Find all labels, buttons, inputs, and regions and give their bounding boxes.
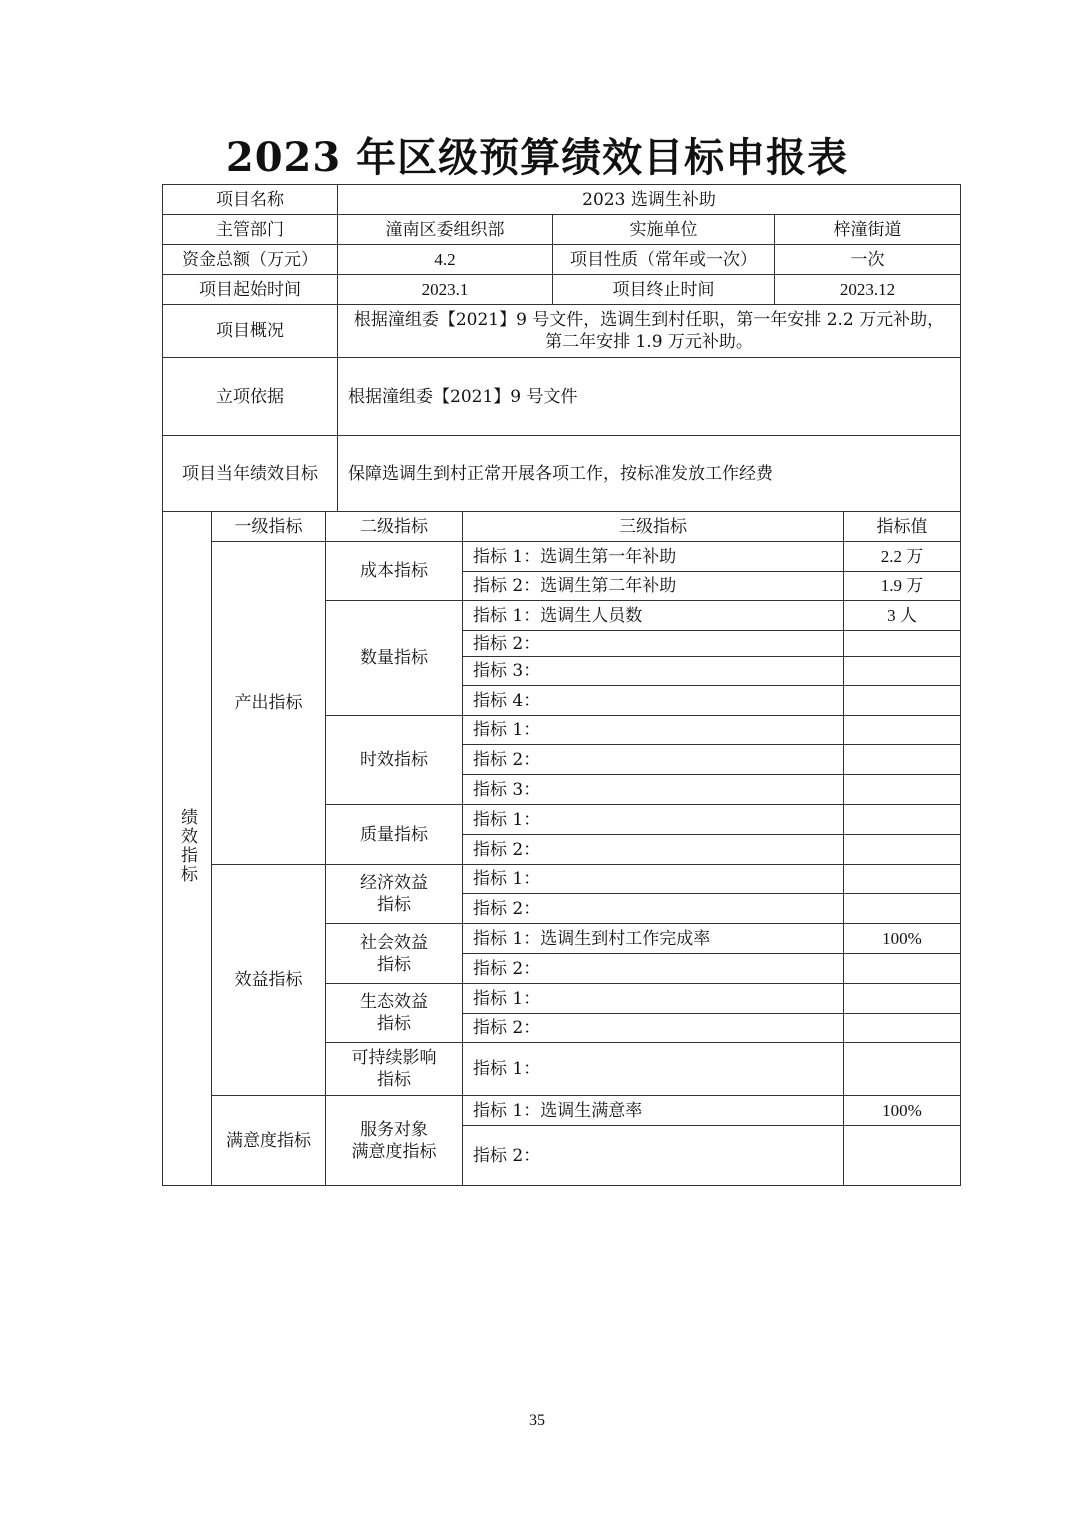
sustainable-label-line1: 可持续影响 [351,1048,437,1068]
dept-value: 潼南区委组织部 [338,215,553,245]
economic-label-line1: 经济效益 [360,873,428,893]
indicator-table [162,511,961,1186]
indicator-value: 100% [844,924,961,954]
nature-value: 一次 [775,245,961,275]
col-level2: 二级指标 [326,512,463,542]
indicator-value [844,835,961,865]
start-label: 项目起始时间 [163,275,338,305]
table-row: 指标 3： [463,775,844,805]
indicator-value [844,631,961,657]
table-row: 指标 2： [463,631,844,657]
dept-label: 主管部门 [163,215,338,245]
quantity-indicators: 数量指标 [326,601,463,716]
indicator-value [844,1126,961,1186]
indicator-value [844,894,961,924]
indicator-value [844,805,961,835]
table-row: 指标 2：选调生第二年补助 [463,572,844,601]
table-row: 指标 2： [463,1126,844,1186]
sustainable-indicators [326,1043,463,1096]
page-title: 2023 年区级预算绩效目标申报表 [225,134,849,181]
cost-indicators: 成本指标 [326,542,463,601]
table-row: 指标 2： [463,835,844,865]
table-row: 指标 1： [463,1043,844,1096]
satisfaction-indicators: 满意度指标 [212,1096,326,1186]
social-indicators [326,924,463,984]
social-label-line1: 社会效益 [360,932,428,953]
economic-label-line2: 指标 [377,895,411,915]
benefit-indicators: 效益指标 [212,865,326,1096]
end-value: 2023.12 [775,275,961,305]
page-number: 35 [529,1412,545,1429]
col-level1: 一级指标 [212,512,326,542]
fund-value: 4.2 [338,245,553,275]
timeliness-indicators: 时效指标 [326,716,463,805]
indicator-value: 100% [844,1096,961,1126]
goal-label: 项目当年绩效目标 [163,436,338,512]
table-row: 指标 2： [463,954,844,984]
ecological-label-line2: 指标 [377,1014,411,1034]
overview-value: 根据潼组委【2021】9 号文件，选调生到村任职，第一年安排 2.2 万元补助，第二年安排 1.9 万元补助。 [338,305,961,358]
indicator-value: 1.9 万 [844,572,961,601]
service-label-line1: 服务对象 [360,1119,428,1140]
output-indicators: 产出指标 [212,542,326,865]
economic-indicators [326,865,463,924]
table-row: 指标 1： [463,865,844,894]
indicator-value [844,865,961,894]
overview-label: 项目概况 [163,305,338,358]
project-name-value: 2023 选调生补助 [338,185,961,215]
basis-label: 立项依据 [163,358,338,436]
table-row: 指标 1：选调生满意率 [463,1096,844,1126]
project-name-label: 项目名称 [163,185,338,215]
service-satisfaction-indicators [326,1096,463,1186]
start-value: 2023.1 [338,275,553,305]
table-row: 指标 1： [463,805,844,835]
indicator-value [844,954,961,984]
impl-value: 梓潼街道 [775,215,961,245]
performance-indicators-label [163,512,212,1186]
table-row: 指标 2： [463,745,844,775]
table-row: 指标 3： [463,657,844,686]
ecological-indicators [326,984,463,1043]
indicator-value: 2.2 万 [844,542,961,572]
table-row: 指标 1： [463,716,844,745]
indicator-value [844,686,961,716]
end-label: 项目终止时间 [553,275,775,305]
sustainable-label-line2: 指标 [377,1070,411,1090]
table-row: 指标 1：选调生人员数 [463,601,844,631]
indicator-value [844,745,961,775]
fund-label: 资金总额（万元） [163,245,338,275]
social-label-line2: 指标 [377,954,411,975]
col-value: 指标值 [844,512,961,542]
table-row: 指标 2： [463,894,844,924]
goal-value: 保障选调生到村正常开展各项工作，按标准发放工作经费 [338,436,961,512]
indicator-value [844,657,961,686]
indicator-value [844,984,961,1014]
ecological-label-line1: 生态效益 [360,992,428,1012]
table-row: 指标 1： [463,984,844,1014]
indicator-value: 3 人 [844,601,961,631]
indicator-value [844,1014,961,1043]
table-row: 指标 1：选调生到村工作完成率 [463,924,844,954]
impl-label: 实施单位 [553,215,775,245]
quality-indicators: 质量指标 [326,805,463,865]
table-row: 指标 1：选调生第一年补助 [463,542,844,572]
project-info-table [162,184,961,512]
service-label-line2: 满意度指标 [351,1141,437,1162]
basis-value: 根据潼组委【2021】9 号文件 [338,358,961,436]
side-label-text: 绩效指标 [177,807,197,884]
indicator-value [844,716,961,745]
table-row: 指标 4： [463,686,844,716]
col-level3: 三级指标 [463,512,844,542]
nature-label: 项目性质（常年或一次） [553,245,775,275]
indicator-value [844,775,961,805]
table-row: 指标 2： [463,1014,844,1043]
indicator-value [844,1043,961,1096]
